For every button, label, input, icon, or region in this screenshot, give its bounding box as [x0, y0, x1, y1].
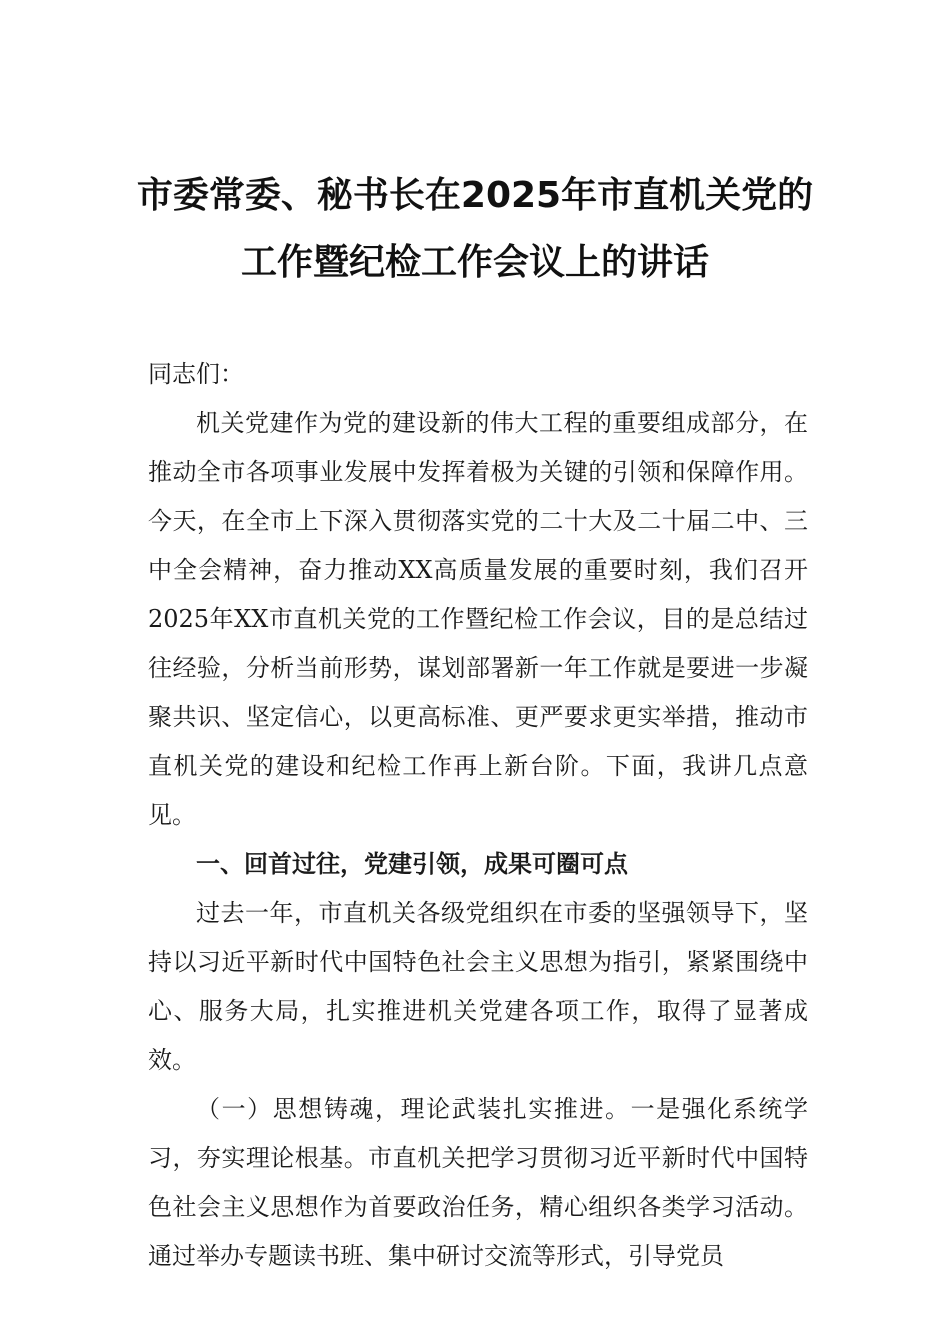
section-heading-1: 一、回首过往，党建引领，成果可圈可点 [196, 850, 628, 878]
document-title-line-1: 市委常委、秘书长在2025年市直机关党的 [136, 175, 814, 216]
paragraph-subsection-1-text: 一是强化系统学习，夯实理论根基。市直机关把学习贯彻习近平新时代中国特色社会主义思想作为首要政治任务，精心组织各类学习活动。通过举办专题读书班、集中研讨交流等形式，引导党员 [148, 1095, 809, 1270]
paragraph-review: 过去一年，市直机关各级党组织在市委的坚强领导下，坚持以习近平新时代中国特色社会主义思想为指引，紧紧围绕中心、服务大局，扎实推进机关党建各项工作，取得了显著成效。 [148, 899, 808, 1074]
sub-heading-1: （一）思想铸魂，理论武装扎实推进。 [196, 1095, 631, 1123]
paragraph-intro: 机关党建作为党的建设新的伟大工程的重要组成部分，在推动全市各项事业发展中发挥着极为关键的引领和保障作用。今天，在全市上下深入贯彻落实党的二十大及二十届二中、三中全会精神，奋力推动XX高质量发展的重要时刻，我们召开2025年XX市直机关党的工作暨纪检工作会议，目的是总结过往经验，分析当前形势，谋划部署新一年工作就是要进一步凝聚共识、坚定信心，以更高标准、更严要求更实举措，推动市直机关党的建设和纪检工作再上新台阶。下面，我讲几点意见。 [148, 409, 808, 829]
paragraph-subsection-1 [148, 1085, 808, 1281]
salutation: 同志们： [148, 360, 244, 388]
document-body [148, 350, 808, 1281]
document-title-line-2: 工作暨纪检工作会议上的讲话 [240, 242, 709, 283]
